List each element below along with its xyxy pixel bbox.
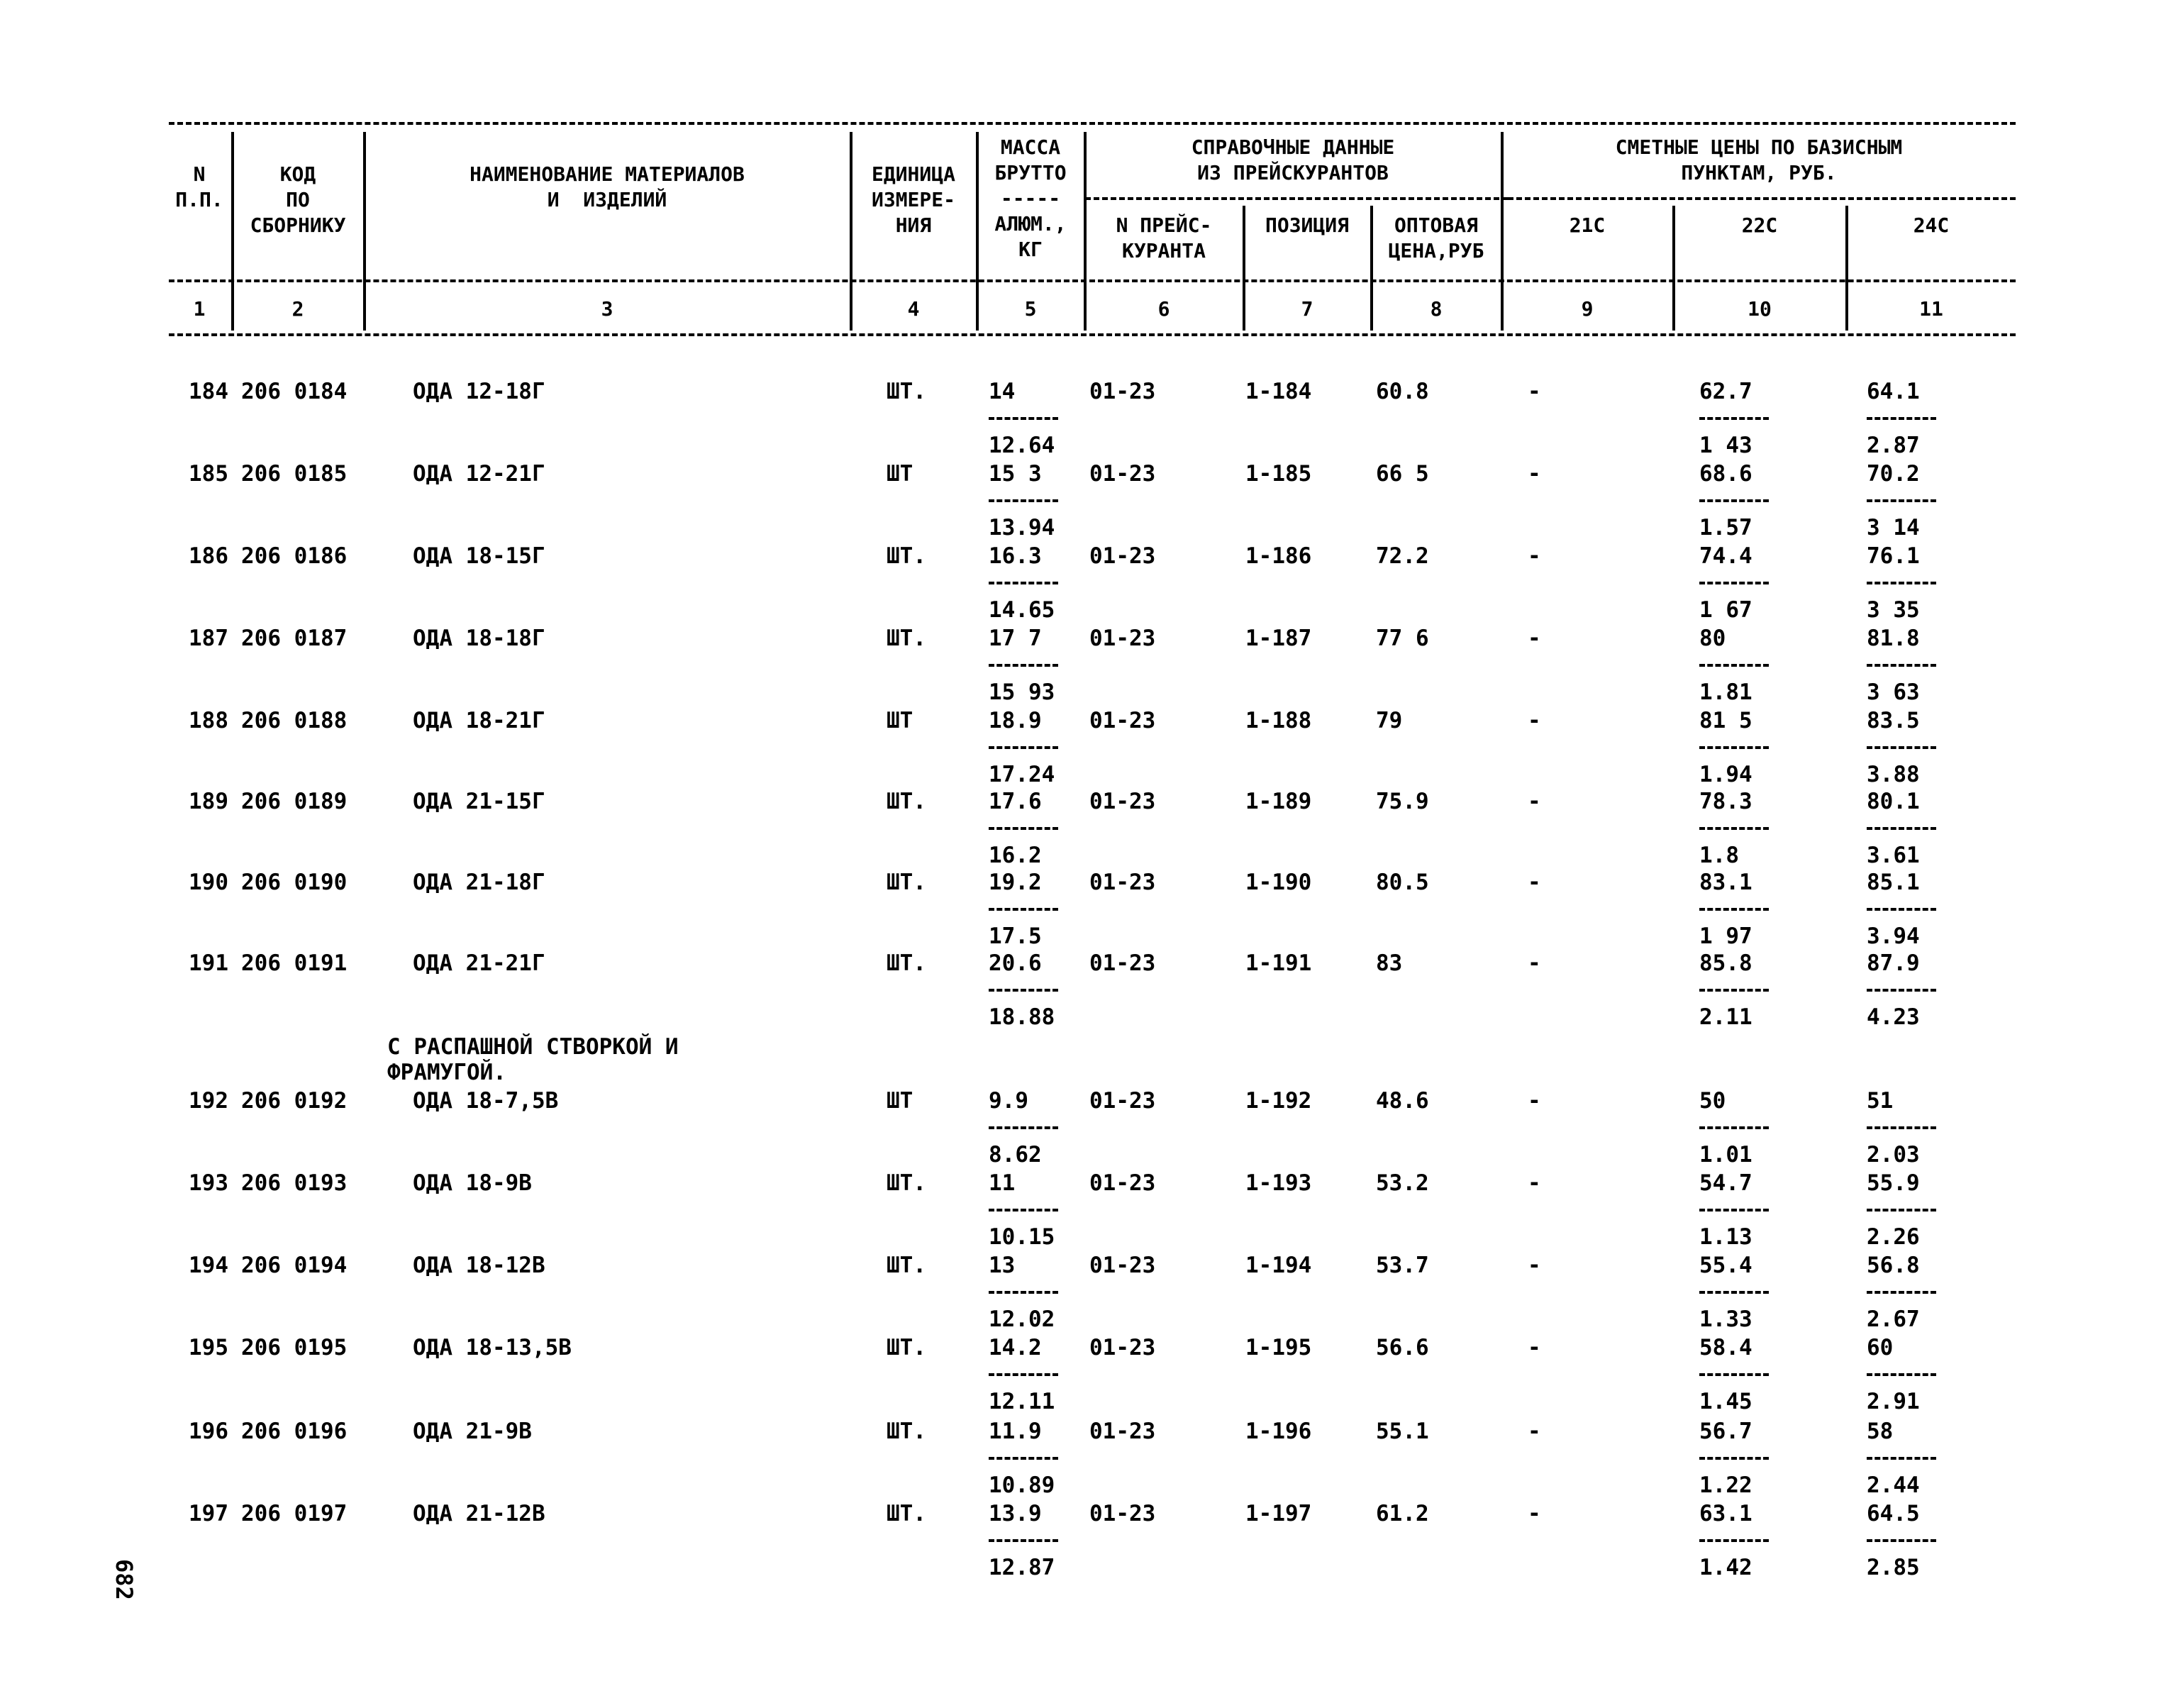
fraction-rule bbox=[989, 417, 1058, 420]
fraction-rule bbox=[1867, 1291, 1936, 1294]
fraction-rule bbox=[1699, 499, 1769, 502]
row-price-24c: 64.5 bbox=[1867, 1501, 1920, 1526]
row-price-21c: - bbox=[1528, 950, 1541, 976]
row-price-22c: 80 bbox=[1699, 626, 1726, 651]
row-price-22c-sub: 2.11 bbox=[1699, 1004, 1752, 1030]
colnum-10: 10 bbox=[1748, 297, 1772, 321]
row-price-list: 01-23 bbox=[1089, 461, 1156, 487]
fraction-rule bbox=[1699, 1457, 1769, 1460]
row-code: 206 0189 bbox=[241, 789, 348, 814]
row-price-list: 01-23 bbox=[1089, 1170, 1156, 1196]
page-number: 682 bbox=[111, 1559, 138, 1600]
row-code: 206 0184 bbox=[241, 379, 348, 404]
row-name: ОДА 21-21Г bbox=[413, 950, 545, 976]
fraction-rule bbox=[989, 664, 1058, 667]
column-numbers-rule bbox=[169, 333, 2016, 336]
fraction-rule bbox=[1867, 989, 1936, 992]
row-price-22c: 62.7 bbox=[1699, 379, 1752, 404]
row-mass-al: 12.64 bbox=[989, 433, 1055, 458]
row-mass-al: 16.2 bbox=[989, 843, 1042, 868]
header-group-reference: СПРАВОЧНЫЕ ДАННЫЕ ИЗ ПРЕЙСКУРАНТОВ bbox=[1191, 135, 1395, 184]
row-price-list: 01-23 bbox=[1089, 950, 1156, 976]
row-price-24c: 55.9 bbox=[1867, 1170, 1920, 1196]
row-price-list: 01-23 bbox=[1089, 543, 1156, 569]
row-number: 191 bbox=[189, 950, 228, 976]
header-col-4: ЕДИНИЦА ИЗМЕРЕ- НИЯ bbox=[871, 162, 955, 237]
row-mass: 13.9 bbox=[989, 1501, 1042, 1526]
row-price-24c-sub: 3.61 bbox=[1867, 843, 1920, 868]
row-price-22c-sub: 1.01 bbox=[1699, 1142, 1752, 1168]
header-col-11: 24С bbox=[1913, 214, 1950, 237]
row-price-22c: 85.8 bbox=[1699, 950, 1752, 976]
row-code: 206 0188 bbox=[241, 708, 348, 733]
row-number: 192 bbox=[189, 1088, 228, 1114]
row-price-24c-sub: 2.85 bbox=[1867, 1555, 1920, 1580]
row-price-21c: - bbox=[1528, 1170, 1541, 1196]
row-code: 206 0191 bbox=[241, 950, 348, 976]
fraction-rule bbox=[1699, 908, 1769, 911]
row-wholesale: 80.5 bbox=[1376, 870, 1429, 895]
row-price-list: 01-23 bbox=[1089, 708, 1156, 733]
row-price-21c: - bbox=[1528, 1253, 1541, 1278]
row-number: 195 bbox=[189, 1335, 228, 1360]
row-unit: ШТ. bbox=[887, 379, 926, 404]
header-col-2: КОД ПО СБОРНИКУ bbox=[250, 162, 346, 237]
row-position: 1-187 bbox=[1245, 626, 1312, 651]
row-price-list: 01-23 bbox=[1089, 1088, 1156, 1114]
colnum-1: 1 bbox=[193, 297, 206, 321]
row-unit: ШТ. bbox=[887, 1253, 926, 1278]
row-position: 1-193 bbox=[1245, 1170, 1312, 1196]
row-price-22c-sub: 1.94 bbox=[1699, 762, 1752, 787]
colnum-8: 8 bbox=[1430, 297, 1443, 321]
row-wholesale: 56.6 bbox=[1376, 1335, 1429, 1360]
row-code: 206 0186 bbox=[241, 543, 348, 569]
fraction-rule bbox=[989, 827, 1058, 830]
row-mass: 20.6 bbox=[989, 950, 1042, 976]
fraction-rule bbox=[1699, 417, 1769, 420]
row-wholesale: 77 6 bbox=[1376, 626, 1429, 651]
row-price-list: 01-23 bbox=[1089, 1501, 1156, 1526]
fraction-rule bbox=[1699, 989, 1769, 992]
row-price-22c: 50 bbox=[1699, 1088, 1726, 1114]
row-mass: 18.9 bbox=[989, 708, 1042, 733]
row-price-list: 01-23 bbox=[1089, 1419, 1156, 1444]
row-wholesale: 75.9 bbox=[1376, 789, 1429, 814]
row-price-22c: 83.1 bbox=[1699, 870, 1752, 895]
header-group-prices: СМЕТНЫЕ ЦЕНЫ ПО БАЗИСНЫМ ПУНКТАМ, РУБ. bbox=[1615, 135, 1903, 184]
row-mass-al: 13.94 bbox=[989, 515, 1055, 540]
row-price-22c-sub: 1.22 bbox=[1699, 1473, 1752, 1498]
row-price-21c: - bbox=[1528, 1335, 1541, 1360]
row-price-21c: - bbox=[1528, 1419, 1541, 1444]
row-price-21c: - bbox=[1528, 870, 1541, 895]
row-price-22c-sub: 1.33 bbox=[1699, 1307, 1752, 1332]
fraction-rule bbox=[989, 1291, 1058, 1294]
colnum-4: 4 bbox=[907, 297, 920, 321]
fraction-rule bbox=[1699, 664, 1769, 667]
header-col-6: N ПРЕЙС- КУРАНТА bbox=[1116, 214, 1212, 262]
row-mass: 9.9 bbox=[989, 1088, 1028, 1114]
row-position: 1-184 bbox=[1245, 379, 1312, 404]
row-unit: ШТ bbox=[887, 461, 913, 487]
fraction-rule bbox=[1699, 1373, 1769, 1376]
row-wholesale: 53.7 bbox=[1376, 1253, 1429, 1278]
row-price-22c: 81 5 bbox=[1699, 708, 1752, 733]
row-unit: ШТ. bbox=[887, 626, 926, 651]
row-number: 197 bbox=[189, 1501, 228, 1526]
row-price-22c-sub: 1.42 bbox=[1699, 1555, 1752, 1580]
row-unit: ШТ. bbox=[887, 870, 926, 895]
row-position: 1-192 bbox=[1245, 1088, 1312, 1114]
fraction-rule bbox=[989, 1457, 1058, 1460]
row-price-22c: 78.3 bbox=[1699, 789, 1752, 814]
row-mass-al: 10.15 bbox=[989, 1224, 1055, 1250]
fraction-rule bbox=[1699, 1539, 1769, 1542]
row-number: 186 bbox=[189, 543, 228, 569]
fraction-rule bbox=[989, 1373, 1058, 1376]
row-price-24c: 58 bbox=[1867, 1419, 1894, 1444]
row-price-24c: 87.9 bbox=[1867, 950, 1920, 976]
header-col-1: N П.П. bbox=[175, 162, 223, 211]
colnum-5: 5 bbox=[1024, 297, 1037, 321]
row-price-22c-sub: 1.81 bbox=[1699, 680, 1752, 705]
fraction-rule bbox=[989, 499, 1058, 502]
row-position: 1-196 bbox=[1245, 1419, 1312, 1444]
fraction-rule bbox=[1867, 908, 1936, 911]
header-col-7: ПОЗИЦИЯ bbox=[1265, 214, 1349, 237]
row-wholesale: 61.2 bbox=[1376, 1501, 1429, 1526]
fraction-rule bbox=[1867, 1457, 1936, 1460]
row-name: ОДА 18-18Г bbox=[413, 626, 545, 651]
row-price-list: 01-23 bbox=[1089, 1253, 1156, 1278]
row-wholesale: 79 bbox=[1376, 708, 1403, 733]
row-mass: 19.2 bbox=[989, 870, 1042, 895]
colnum-2: 2 bbox=[291, 297, 304, 321]
row-number: 189 bbox=[189, 789, 228, 814]
row-mass-al: 14.65 bbox=[989, 597, 1055, 623]
row-unit: ШТ. bbox=[887, 1501, 926, 1526]
row-price-22c: 58.4 bbox=[1699, 1335, 1752, 1360]
row-mass-al: 17.5 bbox=[989, 924, 1042, 949]
row-mass-al: 12.11 bbox=[989, 1389, 1055, 1414]
row-price-21c: - bbox=[1528, 708, 1541, 733]
colnum-3: 3 bbox=[601, 297, 613, 321]
fraction-rule bbox=[1867, 746, 1936, 749]
row-name: ОДА 21-12В bbox=[413, 1501, 545, 1526]
row-unit: ШТ. bbox=[887, 1170, 926, 1196]
row-price-list: 01-23 bbox=[1089, 1335, 1156, 1360]
row-mass-al: 12.87 bbox=[989, 1555, 1055, 1580]
header-col-10: 22С bbox=[1741, 214, 1778, 237]
row-price-22c-sub: 1 43 bbox=[1699, 433, 1752, 458]
row-name: ОДА 21-15Г bbox=[413, 789, 545, 814]
fraction-rule bbox=[1699, 1126, 1769, 1129]
row-unit: ШТ bbox=[887, 1088, 913, 1114]
header-mid-rule-reference bbox=[1085, 197, 1508, 200]
row-name: ОДА 18-15Г bbox=[413, 543, 545, 569]
row-number: 185 bbox=[189, 461, 228, 487]
row-price-21c: - bbox=[1528, 379, 1541, 404]
fraction-rule bbox=[989, 1209, 1058, 1211]
row-price-24c: 51 bbox=[1867, 1088, 1894, 1114]
row-price-21c: - bbox=[1528, 461, 1541, 487]
fraction-rule bbox=[1699, 1209, 1769, 1211]
fraction-rule bbox=[1699, 1291, 1769, 1294]
fraction-rule bbox=[989, 989, 1058, 992]
row-price-24c: 76.1 bbox=[1867, 543, 1920, 569]
row-name: ОДА 18-9В bbox=[413, 1170, 532, 1196]
row-mass-al: 17.24 bbox=[989, 762, 1055, 787]
colnum-9: 9 bbox=[1581, 297, 1594, 321]
row-price-list: 01-23 bbox=[1089, 870, 1156, 895]
row-price-21c: - bbox=[1528, 1088, 1541, 1114]
colnum-6: 6 bbox=[1157, 297, 1170, 321]
row-position: 1-194 bbox=[1245, 1253, 1312, 1278]
header-col-3: НАИМЕНОВАНИЕ МАТЕРИАЛОВ И ИЗДЕЛИЙ bbox=[470, 162, 745, 211]
row-mass: 11.9 bbox=[989, 1419, 1042, 1444]
fraction-rule bbox=[1867, 827, 1936, 830]
row-code: 206 0192 bbox=[241, 1088, 348, 1114]
header-col-8: ОПТОВАЯ ЦЕНА,РУБ bbox=[1388, 214, 1484, 262]
fraction-rule bbox=[1867, 582, 1936, 584]
row-position: 1-189 bbox=[1245, 789, 1312, 814]
row-number: 184 bbox=[189, 379, 228, 404]
row-position: 1-186 bbox=[1245, 543, 1312, 569]
fraction-rule bbox=[1867, 1126, 1936, 1129]
row-wholesale: 60.8 bbox=[1376, 379, 1429, 404]
fraction-rule bbox=[1867, 499, 1936, 502]
row-price-22c: 56.7 bbox=[1699, 1419, 1752, 1444]
row-price-22c: 63.1 bbox=[1699, 1501, 1752, 1526]
row-name: ОДА 12-21Г bbox=[413, 461, 545, 487]
colnum-11: 11 bbox=[1919, 297, 1943, 321]
row-price-24c: 64.1 bbox=[1867, 379, 1920, 404]
row-number: 187 bbox=[189, 626, 228, 651]
row-price-24c-sub: 2.91 bbox=[1867, 1389, 1920, 1414]
row-price-21c: - bbox=[1528, 789, 1541, 814]
row-price-24c-sub: 4.23 bbox=[1867, 1004, 1920, 1030]
row-mass-al: 15 93 bbox=[989, 680, 1055, 705]
fraction-rule bbox=[989, 908, 1058, 911]
row-unit: ШТ. bbox=[887, 543, 926, 569]
row-mass: 13 bbox=[989, 1253, 1016, 1278]
row-price-24c: 70.2 bbox=[1867, 461, 1920, 487]
row-code: 206 0197 bbox=[241, 1501, 348, 1526]
row-position: 1-185 bbox=[1245, 461, 1312, 487]
row-code: 206 0196 bbox=[241, 1419, 348, 1444]
row-position: 1-195 bbox=[1245, 1335, 1312, 1360]
row-price-22c: 55.4 bbox=[1699, 1253, 1752, 1278]
row-mass-al: 10.89 bbox=[989, 1473, 1055, 1498]
row-price-list: 01-23 bbox=[1089, 379, 1156, 404]
header-col-9: 21С bbox=[1569, 214, 1606, 237]
row-price-24c-sub: 3 14 bbox=[1867, 515, 1920, 540]
row-price-24c-sub: 2.26 bbox=[1867, 1224, 1920, 1250]
row-price-24c: 85.1 bbox=[1867, 870, 1920, 895]
row-number: 188 bbox=[189, 708, 228, 733]
row-wholesale: 72.2 bbox=[1376, 543, 1429, 569]
row-number: 193 bbox=[189, 1170, 228, 1196]
fraction-rule bbox=[1699, 746, 1769, 749]
fraction-rule bbox=[1867, 1209, 1936, 1211]
row-price-22c-sub: 1 67 bbox=[1699, 597, 1752, 623]
row-unit: ШТ. bbox=[887, 1335, 926, 1360]
row-name: ОДА 21-9В bbox=[413, 1419, 532, 1444]
row-position: 1-190 bbox=[1245, 870, 1312, 895]
row-position: 1-188 bbox=[1245, 708, 1312, 733]
row-code: 206 0195 bbox=[241, 1335, 348, 1360]
row-price-24c-sub: 3.94 bbox=[1867, 924, 1920, 949]
colnum-7: 7 bbox=[1301, 297, 1313, 321]
row-position: 1-191 bbox=[1245, 950, 1312, 976]
row-number: 194 bbox=[189, 1253, 228, 1278]
row-code: 206 0193 bbox=[241, 1170, 348, 1196]
row-name: ОДА 18-12В bbox=[413, 1253, 545, 1278]
row-price-24c-sub: 2.44 bbox=[1867, 1473, 1920, 1498]
row-price-24c-sub: 2.87 bbox=[1867, 433, 1920, 458]
row-number: 196 bbox=[189, 1419, 228, 1444]
row-position: 1-197 bbox=[1245, 1501, 1312, 1526]
fraction-rule bbox=[989, 746, 1058, 749]
row-wholesale: 66 5 bbox=[1376, 461, 1429, 487]
row-code: 206 0187 bbox=[241, 626, 348, 651]
row-mass: 14 bbox=[989, 379, 1016, 404]
row-mass-al: 12.02 bbox=[989, 1307, 1055, 1332]
row-mass: 16.3 bbox=[989, 543, 1042, 569]
row-price-24c-sub: 3 63 bbox=[1867, 680, 1920, 705]
row-mass: 14.2 bbox=[989, 1335, 1042, 1360]
row-price-22c-sub: 1.13 bbox=[1699, 1224, 1752, 1250]
row-name: ОДА 12-18Г bbox=[413, 379, 545, 404]
fraction-rule bbox=[989, 582, 1058, 584]
row-price-24c: 60 bbox=[1867, 1335, 1894, 1360]
fraction-rule bbox=[1867, 664, 1936, 667]
row-price-22c-sub: 1.8 bbox=[1699, 843, 1739, 868]
row-price-21c: - bbox=[1528, 543, 1541, 569]
row-name: ОДА 21-18Г bbox=[413, 870, 545, 895]
row-mass-al: 18.88 bbox=[989, 1004, 1055, 1030]
row-name: ОДА 18-21Г bbox=[413, 708, 545, 733]
row-wholesale: 48.6 bbox=[1376, 1088, 1429, 1114]
fraction-rule bbox=[989, 1539, 1058, 1542]
row-unit: ШТ bbox=[887, 708, 913, 733]
row-mass-al: 8.62 bbox=[989, 1142, 1042, 1168]
row-unit: ШТ. bbox=[887, 950, 926, 976]
row-price-21c: - bbox=[1528, 1501, 1541, 1526]
header-col-5: МАССА БРУТТО ----- АЛЮМ., КГ bbox=[994, 135, 1067, 261]
fraction-rule bbox=[1867, 1373, 1936, 1376]
fraction-rule bbox=[1699, 827, 1769, 830]
row-price-24c-sub: 3.88 bbox=[1867, 762, 1920, 787]
row-price-22c-sub: 1.45 bbox=[1699, 1389, 1752, 1414]
row-price-22c-sub: 1.57 bbox=[1699, 515, 1752, 540]
row-price-22c: 54.7 bbox=[1699, 1170, 1752, 1196]
row-mass: 17 7 bbox=[989, 626, 1042, 651]
row-price-22c: 68.6 bbox=[1699, 461, 1752, 487]
row-price-list: 01-23 bbox=[1089, 626, 1156, 651]
row-mass: 11 bbox=[989, 1170, 1016, 1196]
row-name: ОДА 18-7,5В bbox=[413, 1088, 559, 1114]
row-mass: 17.6 bbox=[989, 789, 1042, 814]
row-price-24c: 83.5 bbox=[1867, 708, 1920, 733]
header-mid-rule-prices bbox=[1508, 197, 2016, 200]
row-price-22c-sub: 1 97 bbox=[1699, 924, 1752, 949]
header-bottom-rule bbox=[169, 279, 2016, 282]
row-price-21c: - bbox=[1528, 626, 1541, 651]
row-mass: 15 3 bbox=[989, 461, 1042, 487]
row-wholesale: 53.2 bbox=[1376, 1170, 1429, 1196]
section-heading: С РАСПАШНОЙ СТВОРКОЙ И ФРАМУГОЙ. bbox=[387, 1034, 679, 1085]
fraction-rule bbox=[1699, 582, 1769, 584]
row-price-24c-sub: 2.67 bbox=[1867, 1307, 1920, 1332]
row-wholesale: 55.1 bbox=[1376, 1419, 1429, 1444]
fraction-rule bbox=[989, 1126, 1058, 1129]
row-number: 190 bbox=[189, 870, 228, 895]
row-unit: ШТ. bbox=[887, 1419, 926, 1444]
row-price-24c: 80.1 bbox=[1867, 789, 1920, 814]
row-price-24c-sub: 2.03 bbox=[1867, 1142, 1920, 1168]
row-code: 206 0190 bbox=[241, 870, 348, 895]
row-code: 206 0194 bbox=[241, 1253, 348, 1278]
row-unit: ШТ. bbox=[887, 789, 926, 814]
row-wholesale: 83 bbox=[1376, 950, 1403, 976]
fraction-rule bbox=[1867, 417, 1936, 420]
row-name: ОДА 18-13,5В bbox=[413, 1335, 572, 1360]
row-code: 206 0185 bbox=[241, 461, 348, 487]
fraction-rule bbox=[1867, 1539, 1936, 1542]
row-price-list: 01-23 bbox=[1089, 789, 1156, 814]
row-price-24c-sub: 3 35 bbox=[1867, 597, 1920, 623]
header-top-rule bbox=[169, 122, 2016, 125]
row-price-22c: 74.4 bbox=[1699, 543, 1752, 569]
row-price-24c: 81.8 bbox=[1867, 626, 1920, 651]
row-price-24c: 56.8 bbox=[1867, 1253, 1920, 1278]
